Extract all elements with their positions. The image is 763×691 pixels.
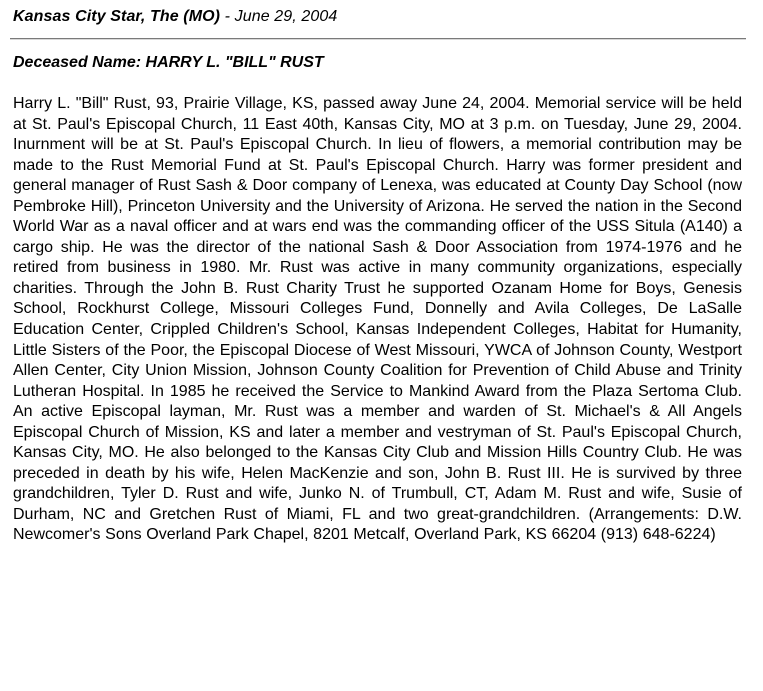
publication-header	[13, 8, 337, 26]
obituary-body: Harry L. "Bill" Rust, 93, Prairie Village, KS, passed away June 24, 2004. Memorial service will be held at St. Paul's Episcopal Church, 11 East 40th, Kansas City, MO at 3 p.m. on Tuesday, June 29, 2004. Inurnment will be at St. Paul's Episcopal Church. In lieu of flowers, a memorial contribution may be made to the Rust Memorial Fund at St. Paul's Episcopal Church. Harry was former president and general manager of Rust Sash & Door company of Lenexa, was educated at County Day School (now Pembroke Hill), Princeton University and the University of Arizona. He served the nation in the Second World War as a naval officer and at wars end was the commanding officer of the USS Situla (A140) a cargo ship. He was the director of the national Sash & Door Association from 1974-1976 and he retired from business in 1980. Mr. Rust was active in many community organizations, especially charities. Through the John B. Rust Charity Trust he supported Ozanam Home for Boys, Genesis School, Rockhurst College, Missouri Colleges Fund, Donnelly and Avila Colleges, De LaSalle Education Center, Crippled Children's School, Kansas Independent Colleges, Habitat for Humanity, Little Sisters of the Poor, the Episcopal Diocese of West Missouri, YWCA of Johnson County, Westport Allen Center, City Union Mission, Johnson County Coalition for Prevention of Child Abuse and Trinity Lutheran Hospital. In 1985 he received the Service to Mankind Award from the Plaza Sertoma Club. An active Episcopal layman, Mr. Rust was a member and warden of St. Michael's & All Angels Episcopal Church of Mission, KS and later a member and vestryman of St. Paul's Episcopal Church, Kansas City, MO. He also belonged to the Kansas City Club and Mission Hills Country Club. He was preceded in death by his wife, Helen MacKenzie and son, John B. Rust III. He is survived by three grandchildren, Tyler D. Rust and wife, Junko N. of Trumbull, CT, Adam M. Rust and wife, Susie of Durham, NC and Gretchen Rust of Miami, FL and two great-grandchildren. (Arrangements: D.W. Newcomer's Sons Overland Park Chapel, 8201 Metcalf, Overland Park, KS 66204 (913) 648-6224)	[13, 95, 742, 544]
publication-date: June 29, 2004	[234, 8, 338, 25]
header-separator: -	[220, 8, 235, 25]
publication-name: Kansas City Star, The (MO)	[13, 8, 221, 25]
deceased-name-heading: Deceased Name: HARRY L. "BILL" RUST	[13, 54, 324, 71]
header-divider	[10, 38, 746, 40]
